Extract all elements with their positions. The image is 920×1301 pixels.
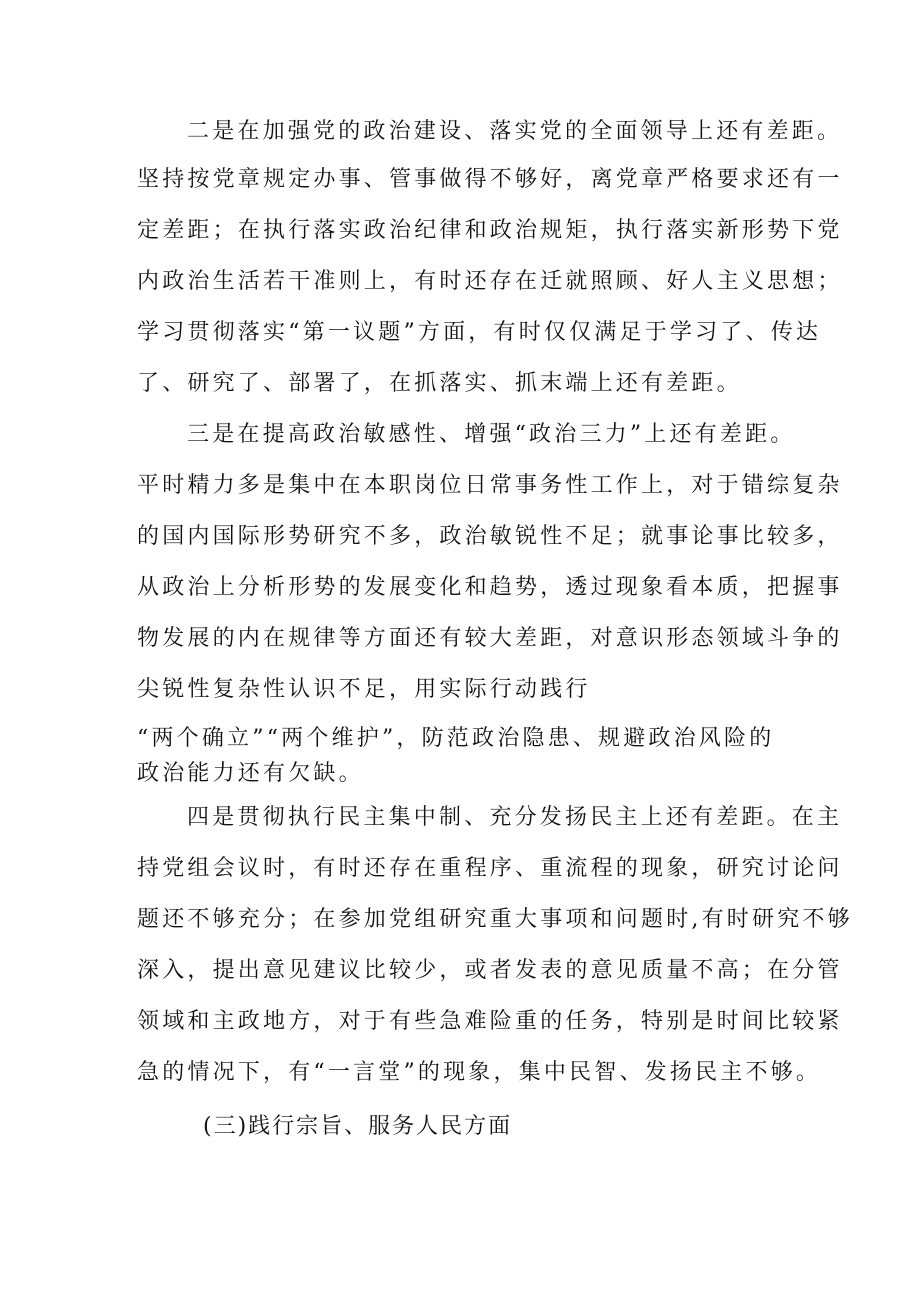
paragraph-1-line-2: 坚持按党章规定办事、管事做得不够好，离党章严格要求还有一 bbox=[137, 167, 843, 192]
paragraph-2-line-6: 尖锐性复杂性认识不足，用实际行动践行 bbox=[137, 677, 591, 702]
section-heading: (三)践行宗旨、服务人民方面 bbox=[203, 1114, 513, 1139]
paragraph-3-line-6: 急的情况下，有“一言堂”的现象，集中民智、发扬民主不够。 bbox=[137, 1060, 822, 1085]
paragraph-2-line-5: 物发展的内在规律等方面还有较大差距，对意识形态领域斗争的 bbox=[137, 626, 843, 651]
paragraph-1-line-4: 内政治生活若干准则上，有时还存在迁就照顾、好人主义思想； bbox=[137, 269, 843, 294]
paragraph-2-line-2: 平时精力多是集中在本职岗位日常事务性工作上，对于错综复杂 bbox=[137, 473, 843, 498]
paragraph-3-line-2: 持党组会议时，有时还存在重程序、重流程的现象，研究讨论问 bbox=[137, 856, 843, 881]
paragraph-3-line-3: 题还不够充分；在参加党组研究重大事项和问题时,有时研究不够 bbox=[137, 907, 853, 932]
paragraph-1-line-1: 二是在加强党的政治建设、落实党的全面领导上还有差距。 bbox=[187, 119, 843, 144]
paragraph-2-line-4: 从政治上分析形势的发展变化和趋势，透过现象看本质，把握事 bbox=[137, 575, 843, 600]
paragraph-3-line-1: 四是贯彻执行民主集中制、充分发扬民主上还有差距。在主 bbox=[187, 805, 843, 830]
paragraph-3-line-5: 领域和主政地方，对于有些急难险重的任务，特别是时间比较紧 bbox=[137, 1009, 843, 1034]
paragraph-2-line-8: 政治能力还有欠缺。 bbox=[137, 761, 364, 786]
paragraph-2-line-3: 的国内国际形势研究不多，政治敏锐性不足；就事论事比较多， bbox=[137, 524, 843, 549]
paragraph-3-line-4: 深入，提出意见建议比较少，或者发表的意见质量不高；在分管 bbox=[137, 958, 843, 983]
paragraph-1-line-6: 了、研究了、部署了，在抓落实、抓末端上还有差距。 bbox=[137, 371, 742, 396]
paragraph-1-line-3: 定差距；在执行落实政治纪律和政治规矩，执行落实新形势下党 bbox=[137, 218, 843, 243]
paragraph-1-line-5: 学习贯彻落实“第一议题”方面，有时仅仅满足于学习了、传达 bbox=[137, 320, 822, 345]
paragraph-2-line-1: 三是在提高政治敏感性、增强“政治三力”上还有差距。 bbox=[187, 422, 796, 447]
paragraph-2-line-7: “两个确立”“两个维护”，防范政治隐患、规避政治风险的 bbox=[137, 726, 775, 751]
